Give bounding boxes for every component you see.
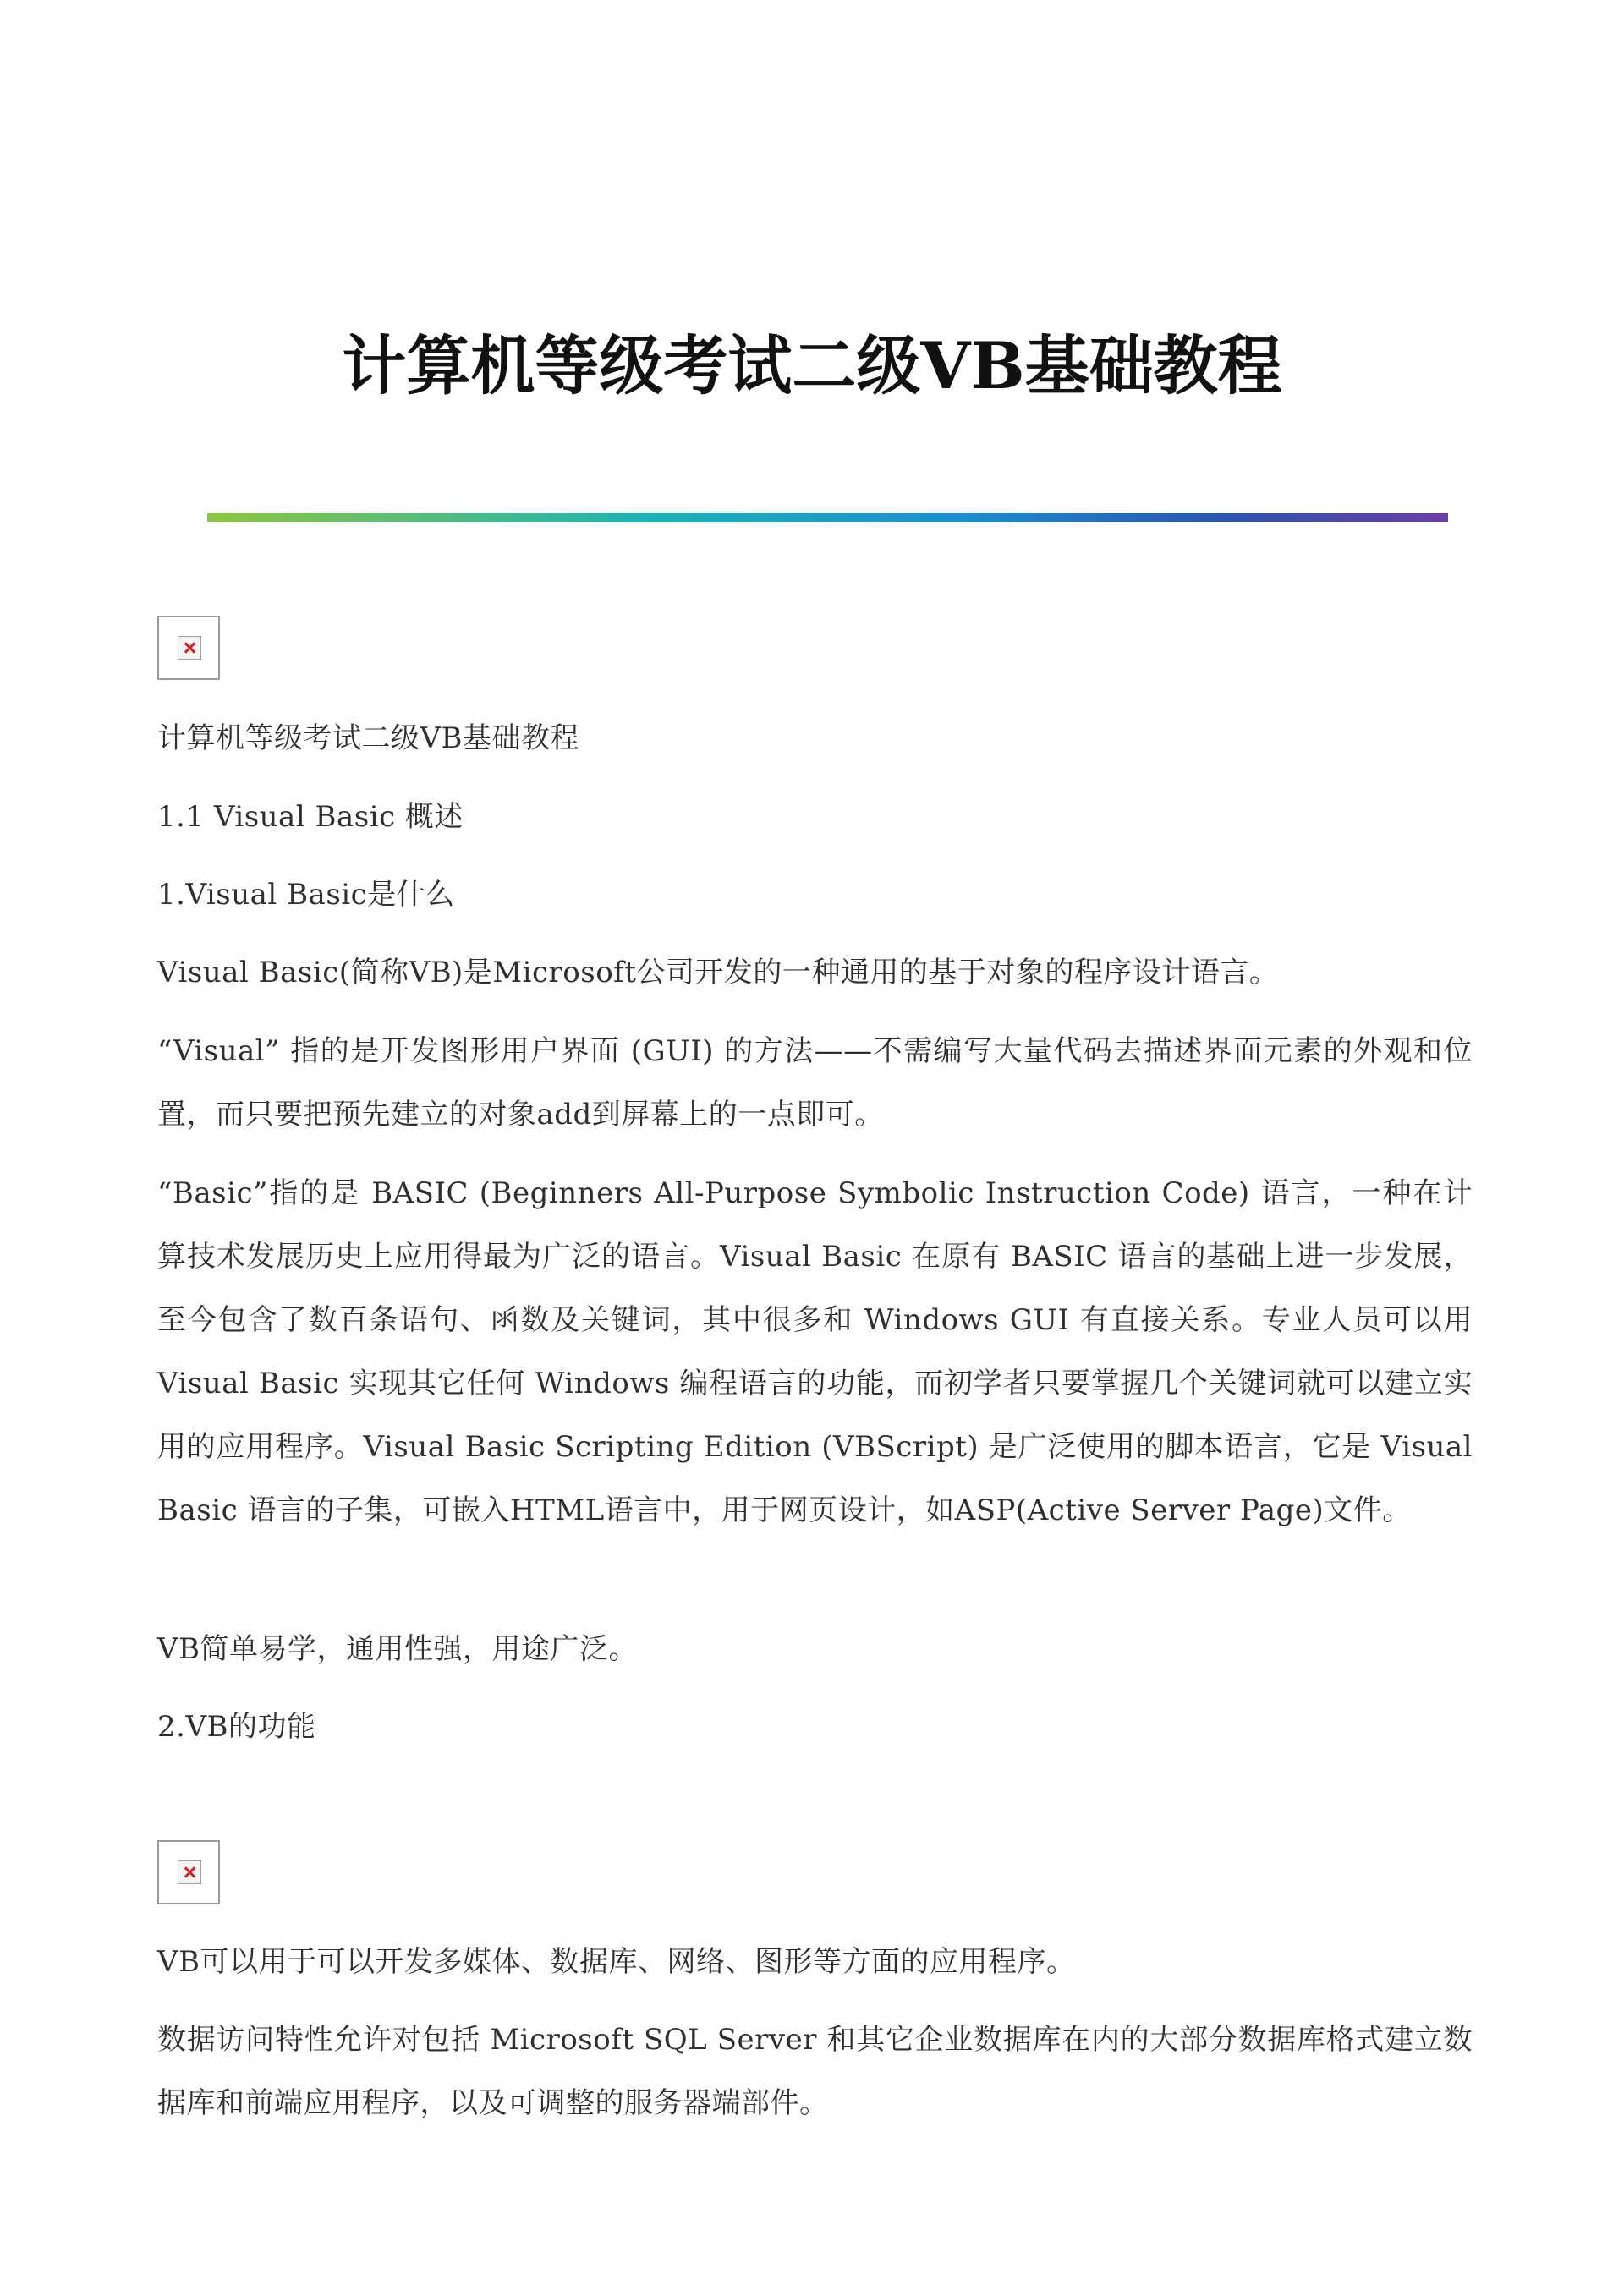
paragraph: “Basic”指的是 BASIC (Beginners All-Purpose Symbolic Instruction Code) 语言，一种在计算技术发展历史上应用得最为广泛的语言。Visual Basic 在原有 BASIC 语言的基础上进一步发展，至今包含了数百条语句、函数及关键词，其中很多和 Windows GUI 有直接关系。专业人员可以用 Visual Basic 实现其它任何 Windows 编程语言的功能，而初学者只要掌握几个关键词就可以建立实用的应用程序。Visual Basic Scripting Edition (VBScript) 是广泛使用的脚本语言，它是 Visual Basic 语言的子集，可嵌入HTML语言中，用于网页设计，如ASP(Active Server Page)文件。 (157, 1176, 1473, 1527)
broken-image-icon (157, 1840, 220, 1904)
section-heading: 1.1 Visual Basic 概述 (157, 800, 464, 834)
subsection-heading: 2.VB的功能 (157, 1710, 316, 1744)
document-title: 计算机等级考试二级VB基础教程 (342, 328, 1282, 403)
title-divider (207, 513, 1448, 522)
paragraph: VB可以用于可以开发多媒体、数据库、网络、图形等方面的应用程序。 (157, 1945, 1076, 1979)
subsection-heading: 1.Visual Basic是什么 (157, 878, 455, 912)
paragraph: VB简单易学，通用性强，用途广泛。 (157, 1632, 639, 1666)
broken-image-x-icon (178, 1860, 201, 1884)
paragraph: 数据访问特性允许对包括 Microsoft SQL Server 和其它企业数据库在内的大部分数据库格式建立数据库和前端应用程序，以及可调整的服务器端部件。 (157, 2023, 1473, 2120)
paragraph: “Visual” 指的是开发图形用户界面 (GUI) 的方法——不需编写大量代码去描述界面元素的外观和位置，而只要把预先建立的对象add到屏幕上的一点即可。 (157, 1034, 1473, 1132)
paragraph: Visual Basic(简称VB)是Microsoft公司开发的一种通用的基于对象的程序设计语言。 (157, 956, 1279, 989)
broken-image-icon (157, 616, 220, 680)
broken-image-x-icon (178, 636, 201, 660)
paragraph-heading: 计算机等级考试二级VB基础教程 (157, 721, 580, 755)
